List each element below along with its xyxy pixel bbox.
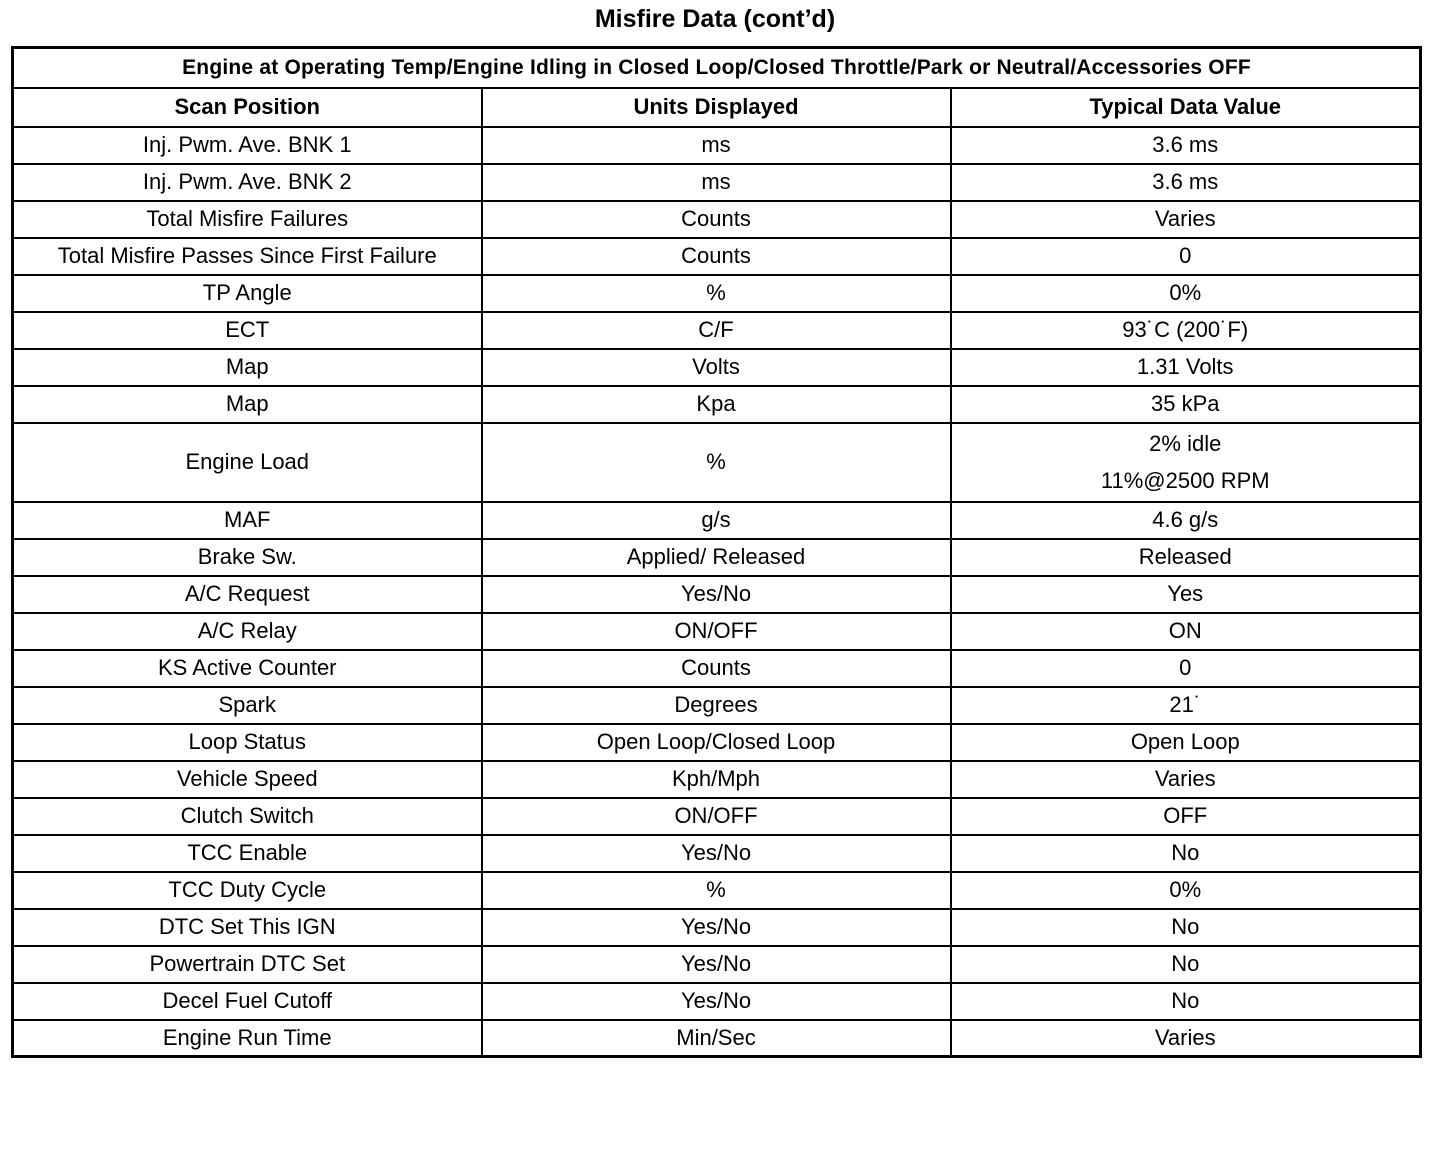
table-row: [13, 983, 1421, 1020]
scan-position-cell: ECT: [13, 312, 482, 349]
typical-value-line: 11%@2500 RPM: [1100, 468, 1270, 493]
scan-position-cell: A/C Relay: [13, 613, 482, 650]
scan-position-cell: Engine Load: [13, 423, 482, 502]
typical-value-cell: 35 kPa: [951, 386, 1421, 423]
typical-value-cell: Open Loop: [951, 724, 1421, 761]
table-row: [13, 502, 1421, 539]
table-row: [13, 761, 1421, 798]
typical-value-cell: 3.6 ms: [951, 127, 1421, 164]
typical-value-cell: No: [951, 909, 1421, 946]
page-title: Misfire Data (cont’d): [594, 5, 836, 33]
typical-value-cell: No: [951, 835, 1421, 872]
units-cell: Kph/Mph: [482, 761, 951, 798]
misfire-data-table: [11, 46, 1422, 1058]
table-row: [13, 835, 1421, 872]
scan-position-cell: Spark: [13, 687, 482, 724]
typical-value-cell: 0%: [951, 275, 1421, 312]
table-row: [13, 312, 1421, 349]
table-row: [13, 539, 1421, 576]
table-row: [13, 576, 1421, 613]
typical-value-cell: 1.31 Volts: [951, 349, 1421, 386]
units-cell: g/s: [482, 502, 951, 539]
scan-position-cell: Loop Status: [13, 724, 482, 761]
table-row: [13, 798, 1421, 835]
scan-position-cell: Engine Run Time: [13, 1020, 482, 1057]
typical-value-cell: OFF: [951, 798, 1421, 835]
header-units-displayed: Units Displayed: [482, 88, 951, 127]
typical-value-cell: 0: [951, 650, 1421, 687]
units-cell: Yes/No: [482, 576, 951, 613]
units-cell: Applied/ Released: [482, 539, 951, 576]
scan-position-cell: Total Misfire Passes Since First Failure: [13, 238, 482, 275]
typical-value-cell: Varies: [951, 761, 1421, 798]
typical-value-cell: 4.6 g/s: [951, 502, 1421, 539]
units-cell: Open Loop/Closed Loop: [482, 724, 951, 761]
scan-position-cell: A/C Request: [13, 576, 482, 613]
scan-position-cell: Inj. Pwm. Ave. BNK 1: [13, 127, 482, 164]
table-row: [13, 909, 1421, 946]
typical-value-cell: No: [951, 946, 1421, 983]
units-cell: Kpa: [482, 386, 951, 423]
scan-position-cell: Vehicle Speed: [13, 761, 482, 798]
scan-position-cell: Brake Sw.: [13, 539, 482, 576]
units-cell: Volts: [482, 349, 951, 386]
typical-value-cell: No: [951, 983, 1421, 1020]
table-row: [13, 1020, 1421, 1057]
units-cell: Yes/No: [482, 909, 951, 946]
units-cell: ON/OFF: [482, 798, 951, 835]
table-row: [13, 386, 1421, 423]
table-row: [13, 423, 1421, 502]
units-cell: ms: [482, 164, 951, 201]
typical-value-cell: 93˙C (200˙F): [951, 312, 1421, 349]
table-row: [13, 238, 1421, 275]
scan-position-cell: Total Misfire Failures: [13, 201, 482, 238]
table-row: [13, 650, 1421, 687]
table-row: [13, 349, 1421, 386]
table-row: [13, 201, 1421, 238]
scan-position-cell: Map: [13, 386, 482, 423]
condition-header: Engine at Operating Temp/Engine Idling in Closed Loop/Closed Throttle/Park or Neutral/Accessories OFF: [13, 48, 1421, 88]
table-row: [13, 613, 1421, 650]
units-cell: Counts: [482, 201, 951, 238]
units-cell: %: [482, 423, 951, 502]
units-cell: Counts: [482, 650, 951, 687]
scan-position-cell: Powertrain DTC Set: [13, 946, 482, 983]
units-cell: Yes/No: [482, 983, 951, 1020]
column-header-row: [13, 88, 1421, 127]
units-cell: %: [482, 872, 951, 909]
units-cell: Counts: [482, 238, 951, 275]
table-row: [13, 724, 1421, 761]
scan-position-cell: Clutch Switch: [13, 798, 482, 835]
units-cell: Yes/No: [482, 835, 951, 872]
condition-row: [13, 48, 1421, 88]
typical-value-cell: Released: [951, 539, 1421, 576]
units-cell: Min/Sec: [482, 1020, 951, 1057]
table-row: [13, 164, 1421, 201]
scan-position-cell: Inj. Pwm. Ave. BNK 2: [13, 164, 482, 201]
table-row: [13, 275, 1421, 312]
scan-position-cell: MAF: [13, 502, 482, 539]
table-row: [13, 872, 1421, 909]
units-cell: %: [482, 275, 951, 312]
scan-position-cell: Map: [13, 349, 482, 386]
typical-value-line: 2% idle: [1149, 431, 1222, 456]
scan-position-cell: KS Active Counter: [13, 650, 482, 687]
typical-value-cell: 3.6 ms: [951, 164, 1421, 201]
units-cell: Degrees: [482, 687, 951, 724]
units-cell: ON/OFF: [482, 613, 951, 650]
typical-value-cell: [951, 423, 1421, 502]
scan-position-cell: TCC Duty Cycle: [13, 872, 482, 909]
scan-position-cell: TCC Enable: [13, 835, 482, 872]
header-scan-position: Scan Position: [13, 88, 482, 127]
units-cell: ms: [482, 127, 951, 164]
typical-value-cell: Yes: [951, 576, 1421, 613]
table-row: [13, 127, 1421, 164]
typical-value-cell: Varies: [951, 1020, 1421, 1057]
units-cell: C/F: [482, 312, 951, 349]
typical-value-cell: 0%: [951, 872, 1421, 909]
typical-value-cell: ON: [951, 613, 1421, 650]
typical-value-cell: 0: [951, 238, 1421, 275]
header-typical-data-value: Typical Data Value: [951, 88, 1421, 127]
table-row: [13, 687, 1421, 724]
typical-value-cell: 21˙: [951, 687, 1421, 724]
units-cell: Yes/No: [482, 946, 951, 983]
scan-position-cell: TP Angle: [13, 275, 482, 312]
scan-position-cell: DTC Set This IGN: [13, 909, 482, 946]
typical-value-cell: Varies: [951, 201, 1421, 238]
scan-position-cell: Decel Fuel Cutoff: [13, 983, 482, 1020]
table-row: [13, 946, 1421, 983]
